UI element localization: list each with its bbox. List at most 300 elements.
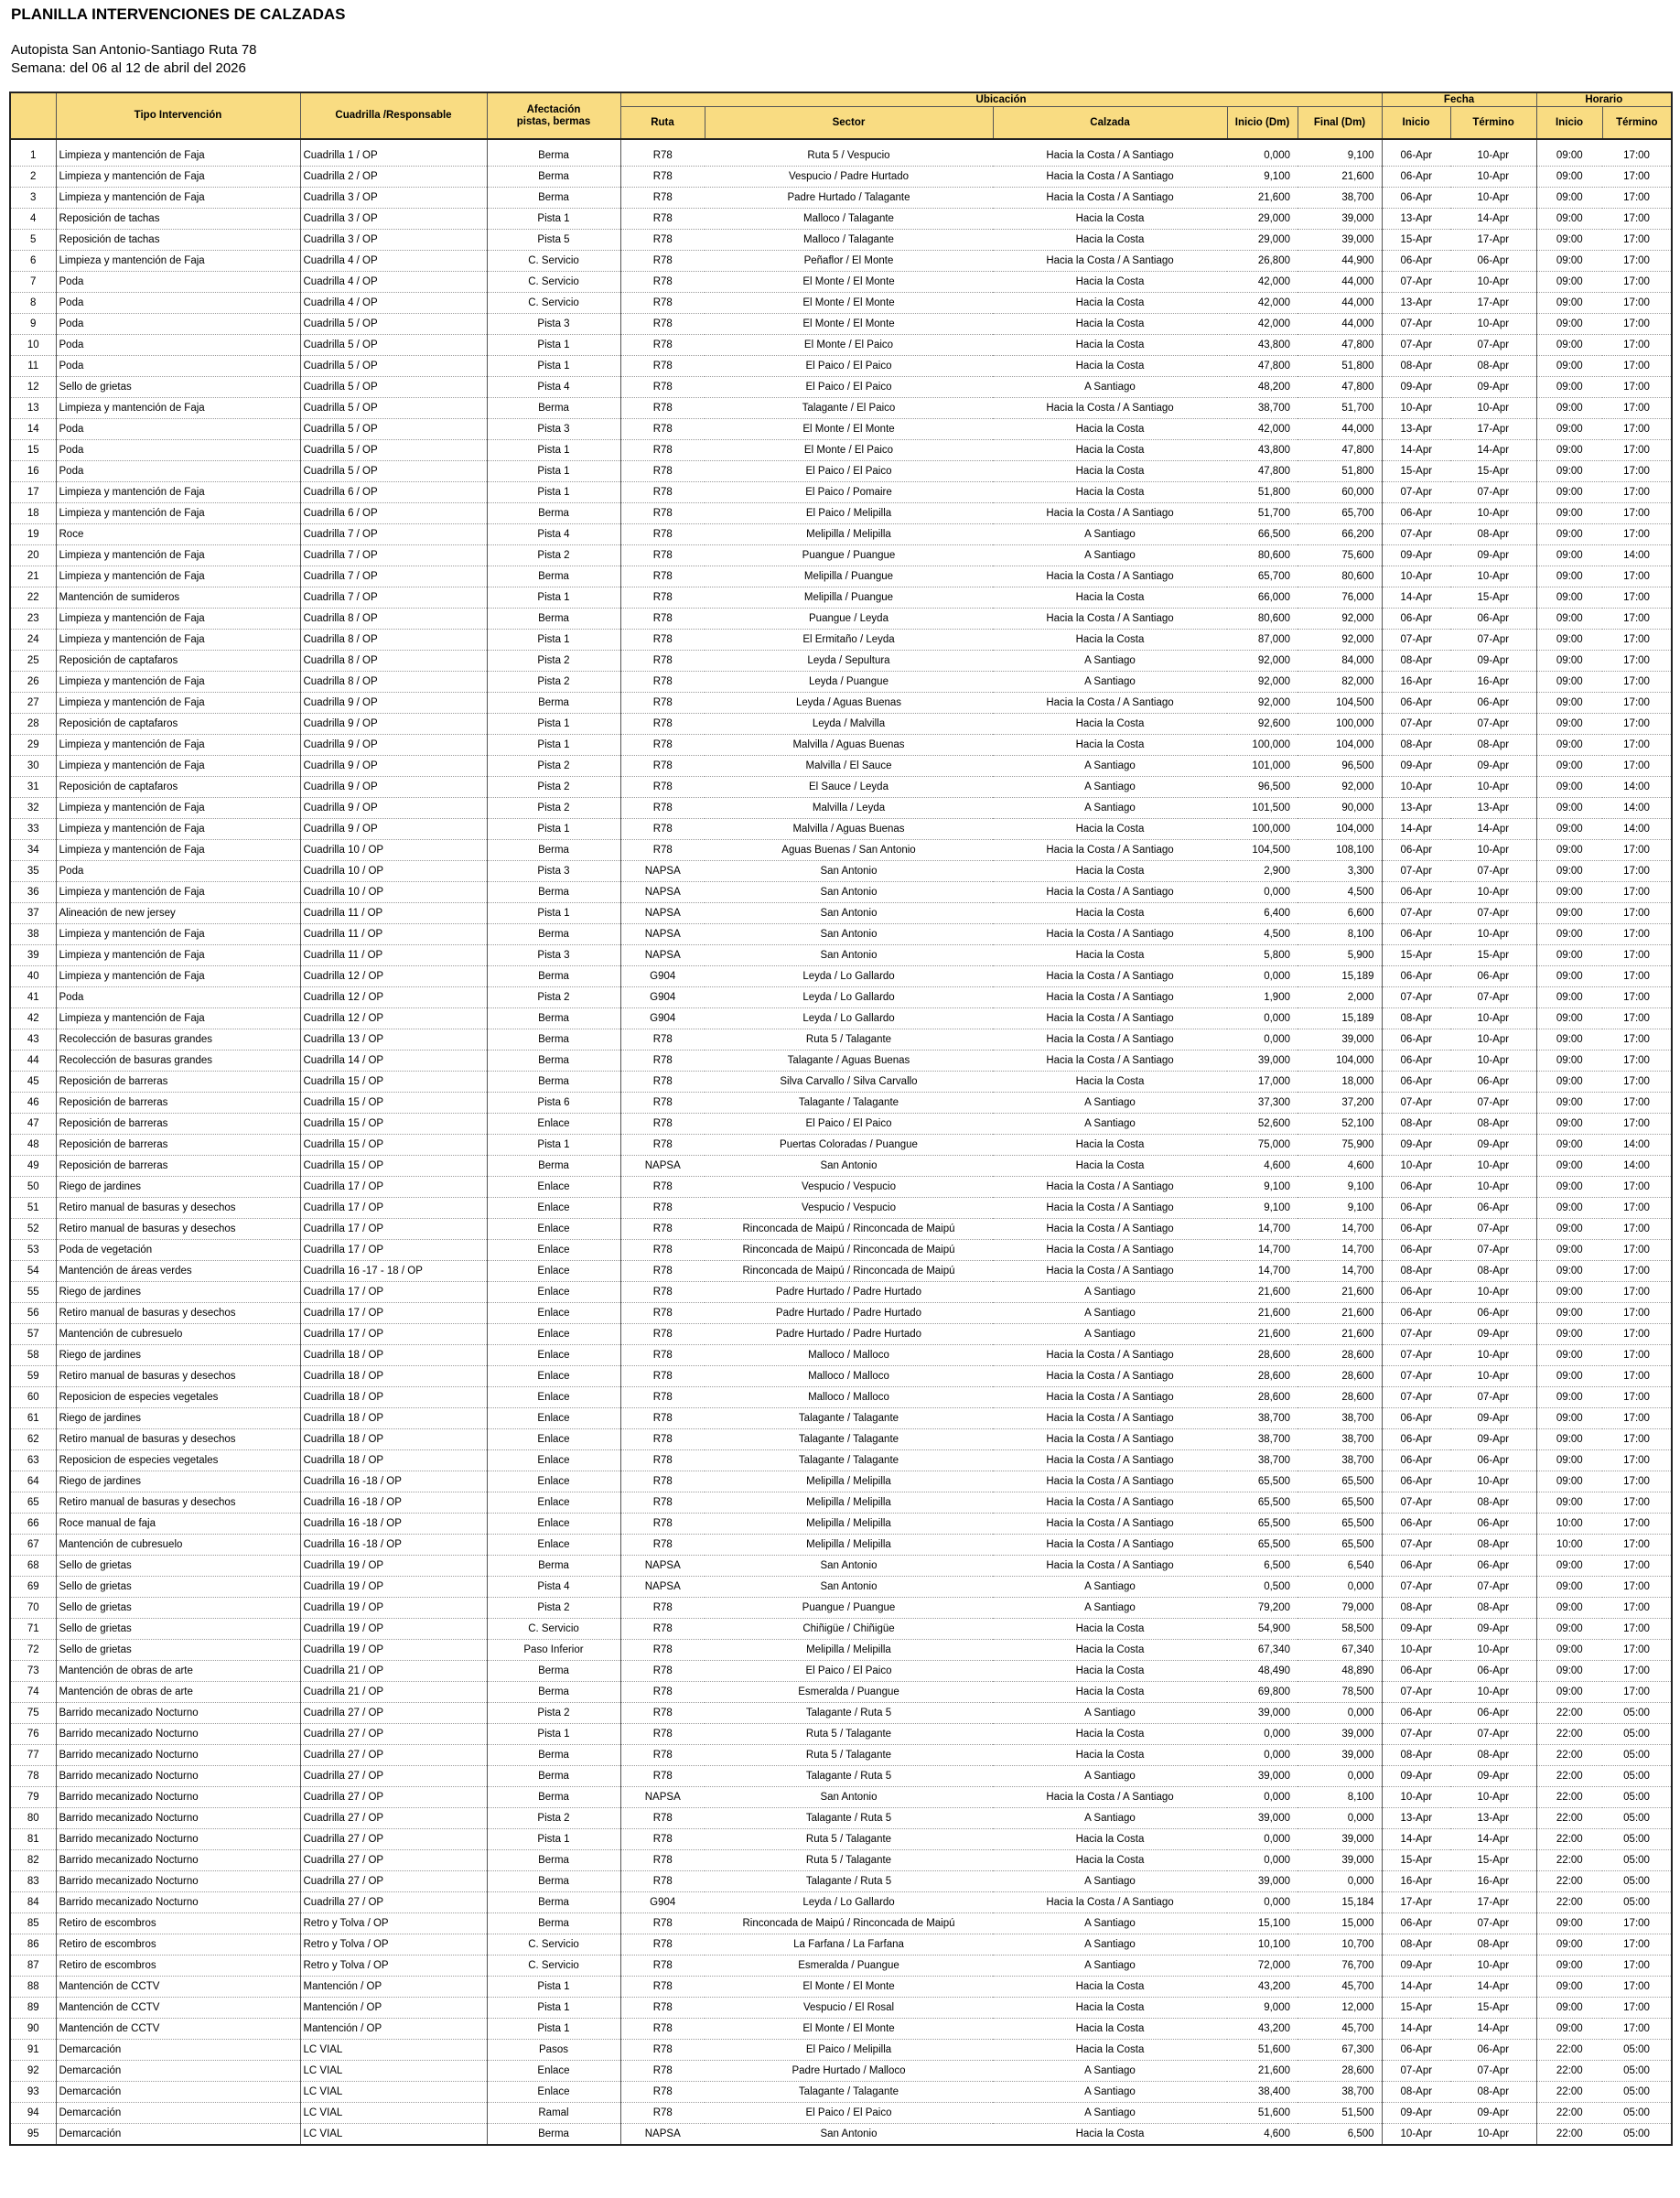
hora-termino-cell: 17:00 <box>1602 756 1672 777</box>
final-dm-cell: 44,900 <box>1298 251 1382 272</box>
table-row <box>10 188 1672 209</box>
hora-termino-cell: 17:00 <box>1602 503 1672 524</box>
afectacion-cell: Enlace <box>487 1492 620 1514</box>
cuadrilla-cell: Retro y Tolva / OP <box>300 1956 487 1977</box>
hora-termino-cell: 17:00 <box>1602 1240 1672 1261</box>
hora-inicio-cell: 09:00 <box>1536 1956 1602 1977</box>
row-number: 43 <box>10 1029 56 1051</box>
tipo-cell: Limpieza y mantención de Faja <box>56 840 300 861</box>
table-row <box>10 587 1672 609</box>
sector-cell: Ruta 5 / Talagante <box>705 1829 993 1850</box>
hora-termino-cell: 17:00 <box>1602 1072 1672 1093</box>
table-row <box>10 1303 1672 1324</box>
afectacion-cell: Pista 1 <box>487 735 620 756</box>
hora-inicio-cell: 09:00 <box>1536 1492 1602 1514</box>
calzada-cell: Hacia la Costa / A Santiago <box>993 1345 1227 1366</box>
ruta-cell: R78 <box>620 1387 705 1408</box>
fecha-inicio-cell: 09-Apr <box>1382 545 1450 566</box>
final-dm-cell: 14,700 <box>1298 1261 1382 1282</box>
hora-termino-cell: 17:00 <box>1602 987 1672 1008</box>
calzada-cell: Hacia la Costa <box>993 314 1227 335</box>
hora-termino-cell: 05:00 <box>1602 2061 1672 2082</box>
sector-cell: El Sauce / Leyda <box>705 777 993 798</box>
ruta-cell: R78 <box>620 1682 705 1703</box>
fecha-termino-cell: 07-Apr <box>1450 1577 1536 1598</box>
afectacion-cell: Enlace <box>487 2061 620 2082</box>
fecha-termino-cell: 10-Apr <box>1450 1366 1536 1387</box>
fecha-inicio-cell: 13-Apr <box>1382 798 1450 819</box>
ruta-cell: R78 <box>620 714 705 735</box>
table-row <box>10 1114 1672 1135</box>
fecha-inicio-cell: 08-Apr <box>1382 356 1450 377</box>
hora-termino-cell: 17:00 <box>1602 1450 1672 1471</box>
hora-termino-cell: 14:00 <box>1602 819 1672 840</box>
ruta-cell: NAPSA <box>620 1787 705 1808</box>
afectacion-cell: Pista 3 <box>487 314 620 335</box>
ruta-cell: R78 <box>620 651 705 672</box>
final-dm-cell: 51,500 <box>1298 2103 1382 2124</box>
fecha-inicio-cell: 15-Apr <box>1382 945 1450 966</box>
hora-inicio-cell: 09:00 <box>1536 903 1602 924</box>
final-dm-cell: 108,100 <box>1298 840 1382 861</box>
tipo-cell: Reposicion de especies vegetales <box>56 1450 300 1471</box>
fecha-inicio-cell: 07-Apr <box>1382 1492 1450 1514</box>
fecha-termino-cell: 09-Apr <box>1450 377 1536 398</box>
calzada-cell: Hacia la Costa / A Santiago <box>993 1219 1227 1240</box>
hora-termino-cell: 17:00 <box>1602 1640 1672 1661</box>
sector-cell: Melipilla / Melipilla <box>705 1492 993 1514</box>
hora-termino-cell: 05:00 <box>1602 1766 1672 1787</box>
table-row <box>10 314 1672 335</box>
hora-termino-cell: 17:00 <box>1602 1387 1672 1408</box>
fecha-inicio-cell: 09-Apr <box>1382 1135 1450 1156</box>
afectacion-cell: Berma <box>487 1787 620 1808</box>
ruta-cell: R78 <box>620 1408 705 1429</box>
calzada-cell: Hacia la Costa / A Santiago <box>993 398 1227 419</box>
row-number: 47 <box>10 1114 56 1135</box>
cuadrilla-cell: Cuadrilla 16 -18 / OP <box>300 1492 487 1514</box>
tipo-cell: Recolección de basuras grandes <box>56 1051 300 1072</box>
cuadrilla-cell: Cuadrilla 8 / OP <box>300 651 487 672</box>
ruta-cell: NAPSA <box>620 2124 705 2146</box>
inicio-dm-cell: 21,600 <box>1227 1303 1298 1324</box>
row-number: 23 <box>10 609 56 630</box>
table-row <box>10 1850 1672 1871</box>
tipo-cell: Sello de grietas <box>56 1598 300 1619</box>
afectacion-cell: C. Servicio <box>487 1619 620 1640</box>
sector-cell: Ruta 5 / Talagante <box>705 1850 993 1871</box>
ruta-cell: R78 <box>620 503 705 524</box>
final-dm-cell: 38,700 <box>1298 1408 1382 1429</box>
row-number: 20 <box>10 545 56 566</box>
hora-inicio-cell: 09:00 <box>1536 1135 1602 1156</box>
fecha-termino-cell: 10-Apr <box>1450 1177 1536 1198</box>
cuadrilla-cell: Cuadrilla 17 / OP <box>300 1324 487 1345</box>
fecha-termino-cell: 10-Apr <box>1450 1029 1536 1051</box>
calzada-cell: Hacia la Costa / A Santiago <box>993 966 1227 987</box>
final-dm-cell: 67,340 <box>1298 1640 1382 1661</box>
inicio-dm-cell: 39,000 <box>1227 1808 1298 1829</box>
afectacion-cell: Berma <box>487 188 620 209</box>
final-dm-cell: 15,000 <box>1298 1913 1382 1934</box>
tipo-cell: Limpieza y mantención de Faja <box>56 188 300 209</box>
sector-cell: Peñaflor / El Monte <box>705 251 993 272</box>
final-dm-cell: 38,700 <box>1298 1450 1382 1471</box>
hora-inicio-cell: 09:00 <box>1536 566 1602 587</box>
tipo-cell: Retiro de escombros <box>56 1913 300 1934</box>
inicio-dm-cell: 43,200 <box>1227 2019 1298 2040</box>
fecha-termino-cell: 06-Apr <box>1450 251 1536 272</box>
row-number: 14 <box>10 419 56 440</box>
table-row <box>10 272 1672 293</box>
cuadrilla-cell: Cuadrilla 27 / OP <box>300 1829 487 1850</box>
afectacion-cell: Pista 1 <box>487 1724 620 1745</box>
afectacion-cell: Pasos <box>487 2040 620 2061</box>
sector-cell: Leyda / Aguas Buenas <box>705 693 993 714</box>
fecha-termino-cell: 10-Apr <box>1450 566 1536 587</box>
sector-cell: Puangue / Puangue <box>705 545 993 566</box>
ruta-cell: R78 <box>620 230 705 251</box>
hora-termino-cell: 17:00 <box>1602 482 1672 503</box>
hora-inicio-cell: 09:00 <box>1536 1408 1602 1429</box>
hora-inicio-cell: 09:00 <box>1536 209 1602 230</box>
tipo-cell: Reposición de barreras <box>56 1156 300 1177</box>
ruta-cell: R78 <box>620 1871 705 1892</box>
final-dm-cell: 51,800 <box>1298 461 1382 482</box>
hora-inicio-cell: 09:00 <box>1536 1008 1602 1029</box>
table-row <box>10 377 1672 398</box>
hora-termino-cell: 17:00 <box>1602 651 1672 672</box>
fecha-termino-cell: 10-Apr <box>1450 188 1536 209</box>
hora-inicio-cell: 09:00 <box>1536 251 1602 272</box>
fecha-termino-cell: 10-Apr <box>1450 777 1536 798</box>
fecha-inicio-cell: 06-Apr <box>1382 1029 1450 1051</box>
table-row <box>10 882 1672 903</box>
fecha-termino-cell: 15-Apr <box>1450 587 1536 609</box>
hora-termino-cell: 05:00 <box>1602 2082 1672 2103</box>
table-row <box>10 545 1672 566</box>
fecha-inicio-cell: 08-Apr <box>1382 1934 1450 1956</box>
tipo-cell: Limpieza y mantención de Faja <box>56 609 300 630</box>
ruta-cell: R78 <box>620 1429 705 1450</box>
hora-termino-cell: 17:00 <box>1602 861 1672 882</box>
ruta-cell: R78 <box>620 1261 705 1282</box>
ruta-cell: R78 <box>620 1535 705 1556</box>
fecha-termino-cell: 06-Apr <box>1450 2040 1536 2061</box>
table-row <box>10 1240 1672 1261</box>
hora-termino-cell: 17:00 <box>1602 314 1672 335</box>
row-number: 35 <box>10 861 56 882</box>
afectacion-cell: Enlace <box>487 1177 620 1198</box>
tipo-cell: Retiro de escombros <box>56 1956 300 1977</box>
inicio-dm-cell: 0,000 <box>1227 1008 1298 1029</box>
fecha-termino-cell: 06-Apr <box>1450 1450 1536 1471</box>
calzada-cell: A Santiago <box>993 2061 1227 2082</box>
fecha-inicio-cell: 09-Apr <box>1382 2103 1450 2124</box>
final-dm-cell: 6,540 <box>1298 1556 1382 1577</box>
tipo-cell: Mantención de obras de arte <box>56 1682 300 1703</box>
cuadrilla-cell: Cuadrilla 27 / OP <box>300 1892 487 1913</box>
hora-termino-cell: 14:00 <box>1602 1135 1672 1156</box>
fecha-termino-cell: 10-Apr <box>1450 503 1536 524</box>
table-row <box>10 1977 1672 1998</box>
table-row <box>10 672 1672 693</box>
table-row <box>10 251 1672 272</box>
hora-termino-cell: 17:00 <box>1602 293 1672 314</box>
hora-inicio-cell: 22:00 <box>1536 1892 1602 1913</box>
fecha-termino-cell: 06-Apr <box>1450 1072 1536 1093</box>
inicio-dm-cell: 51,800 <box>1227 482 1298 503</box>
table-row <box>10 1703 1672 1724</box>
calzada-cell: Hacia la Costa / A Santiago <box>993 1556 1227 1577</box>
final-dm-cell: 45,700 <box>1298 1977 1382 1998</box>
fecha-termino-cell: 06-Apr <box>1450 1303 1536 1324</box>
table-row <box>10 777 1672 798</box>
tipo-cell: Barrido mecanizado Nocturno <box>56 1829 300 1850</box>
table-row <box>10 651 1672 672</box>
calzada-cell: A Santiago <box>993 2103 1227 2124</box>
fecha-termino-cell: 14-Apr <box>1450 209 1536 230</box>
tipo-cell: Riego de jardines <box>56 1471 300 1492</box>
inicio-dm-cell: 0,000 <box>1227 1892 1298 1913</box>
row-number: 53 <box>10 1240 56 1261</box>
afectacion-cell: Pista 3 <box>487 861 620 882</box>
table-row <box>10 1808 1672 1829</box>
hora-inicio-cell: 09:00 <box>1536 882 1602 903</box>
ruta-cell: R78 <box>620 1029 705 1051</box>
hora-inicio-cell: 09:00 <box>1536 1387 1602 1408</box>
ruta-cell: NAPSA <box>620 882 705 903</box>
table-row <box>10 1324 1672 1345</box>
sector-cell: Esmeralda / Puangue <box>705 1682 993 1703</box>
row-number: 75 <box>10 1703 56 1724</box>
table-row <box>10 566 1672 587</box>
sector-cell: Malloco / Malloco <box>705 1366 993 1387</box>
calzada-cell: A Santiago <box>993 1913 1227 1934</box>
fecha-termino-cell: 06-Apr <box>1450 1198 1536 1219</box>
row-number: 66 <box>10 1514 56 1535</box>
tipo-cell: Demarcación <box>56 2103 300 2124</box>
afectacion-cell: Berma <box>487 167 620 188</box>
ruta-cell: R78 <box>620 1450 705 1471</box>
afectacion-cell: C. Servicio <box>487 272 620 293</box>
afectacion-cell: Paso Inferior <box>487 1640 620 1661</box>
fecha-termino-cell: 06-Apr <box>1450 1703 1536 1724</box>
inicio-dm-cell: 43,200 <box>1227 1977 1298 1998</box>
calzada-cell: Hacia la Costa <box>993 903 1227 924</box>
hora-termino-cell: 05:00 <box>1602 1787 1672 1808</box>
cuadrilla-cell: Cuadrilla 19 / OP <box>300 1619 487 1640</box>
afectacion-cell: Pista 1 <box>487 1829 620 1850</box>
calzada-cell: A Santiago <box>993 377 1227 398</box>
row-number: 27 <box>10 693 56 714</box>
ruta-cell: R78 <box>620 1598 705 1619</box>
hora-inicio-cell: 09:00 <box>1536 188 1602 209</box>
tipo-cell: Sello de grietas <box>56 1619 300 1640</box>
fecha-termino-cell: 10-Apr <box>1450 1471 1536 1492</box>
calzada-cell: A Santiago <box>993 545 1227 566</box>
inicio-dm-cell: 2,900 <box>1227 861 1298 882</box>
ruta-cell: R78 <box>620 819 705 840</box>
sector-cell: Melipilla / Melipilla <box>705 524 993 545</box>
inicio-dm-cell: 38,400 <box>1227 2082 1298 2103</box>
inicio-dm-cell: 51,700 <box>1227 503 1298 524</box>
cuadrilla-cell: Cuadrilla 5 / OP <box>300 314 487 335</box>
row-number: 40 <box>10 966 56 987</box>
document-week: Semana: del 06 al 12 de abril del 2026 <box>11 60 246 76</box>
fecha-termino-cell: 06-Apr <box>1450 966 1536 987</box>
fecha-termino-cell: 14-Apr <box>1450 2019 1536 2040</box>
tipo-cell: Limpieza y mantención de Faja <box>56 566 300 587</box>
calzada-cell: Hacia la Costa <box>993 1829 1227 1850</box>
hora-termino-cell: 17:00 <box>1602 1177 1672 1198</box>
tipo-cell: Limpieza y mantención de Faja <box>56 630 300 651</box>
row-number: 65 <box>10 1492 56 1514</box>
row-number: 74 <box>10 1682 56 1703</box>
ruta-cell: R78 <box>620 1808 705 1829</box>
tipo-cell: Barrido mecanizado Nocturno <box>56 1724 300 1745</box>
hora-termino-cell: 17:00 <box>1602 1998 1672 2019</box>
hora-inicio-cell: 09:00 <box>1536 987 1602 1008</box>
sector-cell: Malvilla / El Sauce <box>705 756 993 777</box>
fecha-inicio-cell: 06-Apr <box>1382 840 1450 861</box>
cuadrilla-cell: Cuadrilla 15 / OP <box>300 1114 487 1135</box>
hora-termino-cell: 17:00 <box>1602 335 1672 356</box>
table-row <box>10 2019 1672 2040</box>
hora-inicio-cell: 09:00 <box>1536 651 1602 672</box>
hora-termino-cell: 17:00 <box>1602 1303 1672 1324</box>
tipo-cell: Recolección de basuras grandes <box>56 1029 300 1051</box>
tipo-cell: Reposición de captafaros <box>56 714 300 735</box>
tipo-cell: Limpieza y mantención de Faja <box>56 756 300 777</box>
afectacion-cell: Enlace <box>487 1198 620 1219</box>
hora-termino-cell: 17:00 <box>1602 1577 1672 1598</box>
afectacion-cell: Berma <box>487 139 620 167</box>
fecha-termino-cell: 08-Apr <box>1450 1261 1536 1282</box>
calzada-cell: Hacia la Costa / A Santiago <box>993 1240 1227 1261</box>
hora-inicio-cell: 09:00 <box>1536 1156 1602 1177</box>
hora-inicio-cell: 09:00 <box>1536 1682 1602 1703</box>
inicio-dm-cell: 21,600 <box>1227 1324 1298 1345</box>
table-row <box>10 2103 1672 2124</box>
table-row <box>10 335 1672 356</box>
fecha-inicio-cell: 07-Apr <box>1382 903 1450 924</box>
sector-cell: Vespucio / Padre Hurtado <box>705 167 993 188</box>
hora-inicio-cell: 09:00 <box>1536 461 1602 482</box>
calzada-cell: Hacia la Costa / A Santiago <box>993 1535 1227 1556</box>
row-number: 72 <box>10 1640 56 1661</box>
tipo-cell: Roce <box>56 524 300 545</box>
header-afectacion-line1: Afectación <box>526 103 581 115</box>
final-dm-cell: 90,000 <box>1298 798 1382 819</box>
row-number: 22 <box>10 587 56 609</box>
interventions-table <box>9 92 1673 2146</box>
hora-inicio-cell: 09:00 <box>1536 419 1602 440</box>
table-row <box>10 461 1672 482</box>
sector-cell: Ruta 5 / Talagante <box>705 1724 993 1745</box>
calzada-cell: Hacia la Costa / A Santiago <box>993 1051 1227 1072</box>
inicio-dm-cell: 65,500 <box>1227 1535 1298 1556</box>
hora-inicio-cell: 09:00 <box>1536 139 1602 167</box>
calzada-cell: Hacia la Costa / A Santiago <box>993 1261 1227 1282</box>
table-row <box>10 1492 1672 1514</box>
ruta-cell: R78 <box>620 1471 705 1492</box>
calzada-cell: Hacia la Costa <box>993 1640 1227 1661</box>
calzada-cell: A Santiago <box>993 2082 1227 2103</box>
hora-inicio-cell: 09:00 <box>1536 1282 1602 1303</box>
sector-cell: Puangue / Leyda <box>705 609 993 630</box>
table-row <box>10 1745 1672 1766</box>
calzada-cell: A Santiago <box>993 1577 1227 1598</box>
fecha-termino-cell: 07-Apr <box>1450 1387 1536 1408</box>
hora-termino-cell: 17:00 <box>1602 524 1672 545</box>
hora-termino-cell: 17:00 <box>1602 139 1672 167</box>
hora-inicio-cell: 09:00 <box>1536 293 1602 314</box>
final-dm-cell: 96,500 <box>1298 756 1382 777</box>
fecha-inicio-cell: 14-Apr <box>1382 440 1450 461</box>
ruta-cell: R78 <box>620 1198 705 1219</box>
tipo-cell: Poda <box>56 293 300 314</box>
row-number: 3 <box>10 188 56 209</box>
hora-termino-cell: 05:00 <box>1602 1745 1672 1766</box>
inicio-dm-cell: 47,800 <box>1227 461 1298 482</box>
final-dm-cell: 45,700 <box>1298 2019 1382 2040</box>
fecha-termino-cell: 14-Apr <box>1450 1977 1536 1998</box>
fecha-inicio-cell: 06-Apr <box>1382 924 1450 945</box>
hora-termino-cell: 17:00 <box>1602 1535 1672 1556</box>
cuadrilla-cell: Cuadrilla 27 / OP <box>300 1724 487 1745</box>
cuadrilla-cell: Cuadrilla 15 / OP <box>300 1093 487 1114</box>
afectacion-cell: Berma <box>487 1682 620 1703</box>
hora-inicio-cell: 09:00 <box>1536 524 1602 545</box>
hora-termino-cell: 17:00 <box>1602 1913 1672 1934</box>
fecha-inicio-cell: 16-Apr <box>1382 1871 1450 1892</box>
fecha-termino-cell: 07-Apr <box>1450 630 1536 651</box>
tipo-cell: Poda <box>56 987 300 1008</box>
row-number: 54 <box>10 1261 56 1282</box>
sector-cell: Rinconcada de Maipú / Rinconcada de Maipú <box>705 1219 993 1240</box>
row-number: 38 <box>10 924 56 945</box>
inicio-dm-cell: 15,100 <box>1227 1913 1298 1934</box>
hora-termino-cell: 17:00 <box>1602 209 1672 230</box>
calzada-cell: Hacia la Costa / A Santiago <box>993 693 1227 714</box>
hora-termino-cell: 05:00 <box>1602 1703 1672 1724</box>
tipo-cell: Sello de grietas <box>56 377 300 398</box>
header-fecha-inicio: Inicio <box>1382 107 1450 140</box>
sector-cell: Talagante / Ruta 5 <box>705 1766 993 1787</box>
calzada-cell: Hacia la Costa / A Santiago <box>993 1177 1227 1198</box>
cuadrilla-cell: Cuadrilla 11 / OP <box>300 924 487 945</box>
hora-termino-cell: 17:00 <box>1602 440 1672 461</box>
tipo-cell: Limpieza y mantención de Faja <box>56 167 300 188</box>
afectacion-cell: Berma <box>487 1029 620 1051</box>
hora-termino-cell: 05:00 <box>1602 1829 1672 1850</box>
cuadrilla-cell: Cuadrilla 14 / OP <box>300 1051 487 1072</box>
sector-cell: Talagante / El Paico <box>705 398 993 419</box>
table-row <box>10 230 1672 251</box>
ruta-cell: R78 <box>620 398 705 419</box>
fecha-termino-cell: 10-Apr <box>1450 1051 1536 1072</box>
cuadrilla-cell: Cuadrilla 18 / OP <box>300 1387 487 1408</box>
hora-termino-cell: 17:00 <box>1602 251 1672 272</box>
hora-termino-cell: 17:00 <box>1602 1556 1672 1577</box>
afectacion-cell: Berma <box>487 1892 620 1913</box>
tipo-cell: Mantención de cubresuelo <box>56 1535 300 1556</box>
sector-cell: El Paico / El Paico <box>705 377 993 398</box>
row-number: 17 <box>10 482 56 503</box>
fecha-termino-cell: 06-Apr <box>1450 1514 1536 1535</box>
cuadrilla-cell: Cuadrilla 7 / OP <box>300 566 487 587</box>
